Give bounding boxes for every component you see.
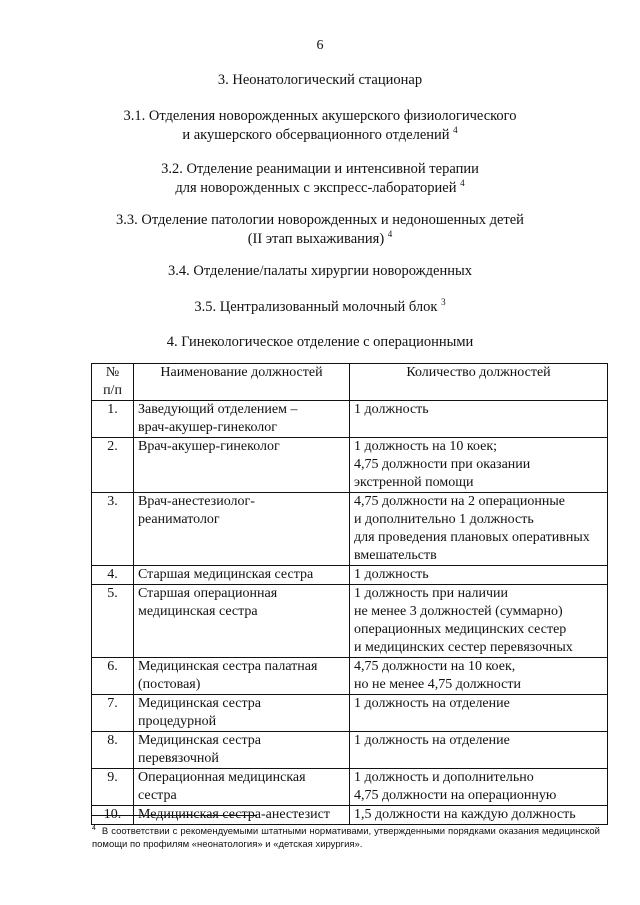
count-line: 1 должность при наличии <box>354 586 508 601</box>
section-heading <box>0 211 640 249</box>
count-line: экстренной помощи <box>354 475 474 490</box>
count-line: 1 должность <box>354 567 429 582</box>
section-heading <box>0 71 640 90</box>
heading-text: 3.5. Централизованный молочный блок <box>194 299 438 315</box>
position-line: Врач-анестезиолог- <box>138 494 255 509</box>
footnote-reference: 4 <box>460 178 465 189</box>
position-line: Медицинская сестра <box>138 733 262 748</box>
position-name <box>134 695 350 732</box>
row-number: 1. <box>92 401 134 438</box>
position-line: Старшая медицинская сестра <box>138 567 314 582</box>
position-count <box>350 438 608 493</box>
header-number <box>92 364 134 401</box>
heading-line <box>0 262 640 281</box>
count-line: 4,75 должности при оказании <box>354 457 531 472</box>
position-count <box>350 566 608 585</box>
header-number-line2: п/п <box>103 383 122 398</box>
row-number: 3. <box>92 493 134 566</box>
position-count <box>350 695 608 732</box>
footnote <box>92 822 600 851</box>
heading-text: 3.4. Отделение/палаты хирургии новорожденных <box>168 263 472 279</box>
count-line: 1 должность на 10 коек; <box>354 439 498 454</box>
table-row <box>92 401 608 438</box>
position-count <box>350 401 608 438</box>
count-line: 4,75 должности на 10 коек, <box>354 659 516 674</box>
heading-text: 3.3. Отделение патологии новорожденных и недоношенных детей <box>116 212 524 228</box>
heading-text: 3.2. Отделение реанимации и интенсивной терапии <box>161 161 479 177</box>
heading-line <box>0 211 640 230</box>
footnote-text: В соответствии с рекомендуемыми штатными нормативами, утвержденными порядками оказания медицинской помощи по профилям «неонатология» и «детская хирургия». <box>92 826 600 851</box>
section-heading <box>0 262 640 281</box>
heading-line <box>0 126 640 145</box>
footnote-reference: 3 <box>441 297 446 308</box>
position-line: (постовая) <box>138 677 201 692</box>
position-line: медицинская сестра <box>138 604 258 619</box>
position-name <box>134 658 350 695</box>
section-heading <box>0 298 640 317</box>
position-name <box>134 732 350 769</box>
staffing-table <box>91 363 608 825</box>
footnote-reference: 4 <box>387 229 393 240</box>
position-line: Медицинская сестра палатная <box>138 659 318 674</box>
count-line: 4,75 должности на 2 операционные <box>354 494 565 509</box>
position-count <box>350 493 608 566</box>
section-heading <box>0 107 640 145</box>
heading-line <box>0 160 640 179</box>
heading-line <box>0 107 640 126</box>
heading-text: для новорожденных с экспресс-лабораторией <box>175 180 457 196</box>
table-row <box>92 695 608 732</box>
row-number: 5. <box>92 585 134 658</box>
footnote-reference: 4 <box>453 125 458 136</box>
position-line: Врач-акушер-гинеколог <box>138 439 280 454</box>
count-line: не менее 3 должностей (суммарно) <box>354 604 563 619</box>
footnote-mark: 4 <box>92 825 96 832</box>
table-row <box>92 493 608 566</box>
heading-text: 3.1. Отделения новорожденных акушерского физиологического <box>123 108 517 124</box>
table-row <box>92 769 608 806</box>
position-name <box>134 493 350 566</box>
position-name <box>134 438 350 493</box>
position-line: Заведующий отделением – <box>138 402 298 417</box>
section-heading <box>0 160 640 198</box>
count-line: 1,5 должности на каждую должность <box>354 807 576 822</box>
header-number-line1: № <box>105 365 120 380</box>
heading-text: 4. Гинекологическое отделение с операционными <box>166 334 474 350</box>
position-line: перевязочной <box>138 751 219 766</box>
count-line: для проведения плановых оперативных <box>354 530 590 545</box>
footnote-divider <box>92 815 257 816</box>
count-line: 4,75 должности на операционную <box>354 788 557 803</box>
position-name <box>134 401 350 438</box>
position-name <box>134 585 350 658</box>
count-line: но не менее 4,75 должности <box>354 677 521 692</box>
position-name <box>134 566 350 585</box>
table-header-row <box>92 364 608 401</box>
heading-line <box>0 298 640 317</box>
heading-line <box>0 71 640 90</box>
table-row <box>92 658 608 695</box>
table-row <box>92 566 608 585</box>
row-number: 9. <box>92 769 134 806</box>
position-count <box>350 732 608 769</box>
position-name <box>134 769 350 806</box>
position-line: врач-акушер-гинеколог <box>138 420 278 435</box>
table-row <box>92 438 608 493</box>
heading-text: (II этап выхаживания) <box>247 231 385 247</box>
position-line: Операционная медицинская <box>138 770 306 785</box>
count-line: 1 должность <box>354 402 429 417</box>
row-number: 10. <box>92 806 134 825</box>
heading-line <box>0 179 640 198</box>
table-row <box>92 732 608 769</box>
count-line: и дополнительно 1 должность <box>354 512 534 527</box>
position-count <box>350 585 608 658</box>
count-line: 1 должность на отделение <box>354 696 510 711</box>
row-number: 8. <box>92 732 134 769</box>
count-line: и медицинских сестер перевязочных <box>354 640 573 655</box>
count-line: вмешательств <box>354 548 437 563</box>
heading-text: и акушерского обсервационного отделений <box>182 127 450 143</box>
header-position: Наименование должностей <box>134 364 350 401</box>
position-line: Медицинская сестра-анестезист <box>138 807 331 822</box>
position-line: процедурной <box>138 714 217 729</box>
heading-line <box>0 333 640 352</box>
count-line: 1 должность на отделение <box>354 733 510 748</box>
heading-line <box>0 230 640 249</box>
section-heading <box>0 333 640 352</box>
row-number: 2. <box>92 438 134 493</box>
count-line: операционных медицинских сестер <box>354 622 567 637</box>
count-line: 1 должность и дополнительно <box>354 770 534 785</box>
position-line: Старшая операционная <box>138 586 278 601</box>
header-count: Количество должностей <box>350 364 608 401</box>
row-number: 4. <box>92 566 134 585</box>
row-number: 7. <box>92 695 134 732</box>
position-line: Медицинская сестра <box>138 696 262 711</box>
position-line: реаниматолог <box>138 512 220 527</box>
row-number: 6. <box>92 658 134 695</box>
position-line: сестра <box>138 788 177 803</box>
table-row <box>92 585 608 658</box>
page-number: 6 <box>316 38 324 53</box>
position-count <box>350 658 608 695</box>
position-count <box>350 769 608 806</box>
heading-text: 3. Неонатологический стационар <box>217 72 423 88</box>
